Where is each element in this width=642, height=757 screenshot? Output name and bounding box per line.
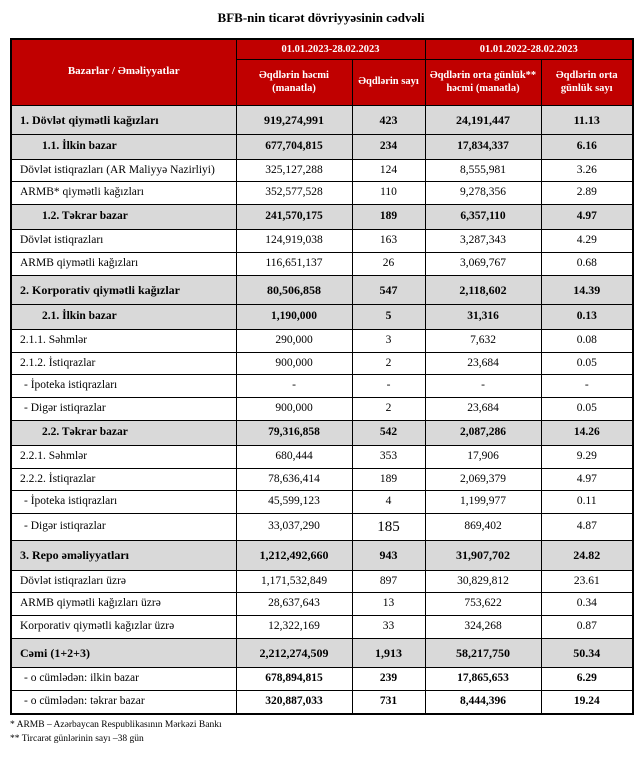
row-value: 324,268 [425,616,541,639]
corner-header: Bazarlar / Əməliyyatlar [11,39,236,105]
row-label: 2.1. İlkin bazar [11,305,236,330]
table-row [11,593,633,616]
row-value: 23.61 [541,570,633,593]
row-label: 1.2. Təkrar bazar [11,205,236,230]
row-value: 17,906 [425,445,541,468]
row-label: 2.2. Təkrar bazar [11,421,236,446]
column-header-avg-count: Əqdlərin orta günlük sayı [541,59,633,105]
row-label: ARMB qiymətli kağızları üzrə [11,593,236,616]
row-value: 78,636,414 [236,468,352,491]
row-value: - [541,375,633,398]
row-value: 919,274,991 [236,105,352,134]
row-value: 33 [352,616,425,639]
row-value: 0.34 [541,593,633,616]
row-value: 50.34 [541,639,633,668]
table-row [11,305,633,330]
row-value: 6,357,110 [425,205,541,230]
row-value: 30,829,812 [425,570,541,593]
row-label: 1.1. İlkin bazar [11,134,236,159]
column-header-avg-volume: Əqdlərin orta günlük** həcmi (manatla) [425,59,541,105]
row-value: 753,622 [425,593,541,616]
row-value: 900,000 [236,398,352,421]
table-row [11,514,633,541]
row-value: 45,599,123 [236,491,352,514]
row-value: 4.97 [541,468,633,491]
row-value: 4.29 [541,230,633,253]
row-value: 17,834,337 [425,134,541,159]
row-value: 542 [352,421,425,446]
row-label: - o cümlədən: təkrar bazar [11,691,236,714]
table-row [11,445,633,468]
row-label: Dövlət istiqrazları [11,230,236,253]
row-label: 2. Korporativ qiymətli kağızlar [11,275,236,304]
row-value: 8,444,396 [425,691,541,714]
row-value: 6.29 [541,668,633,691]
row-value: 116,651,137 [236,252,352,275]
row-value: 0.87 [541,616,633,639]
row-value: 0.13 [541,305,633,330]
row-value: - [425,375,541,398]
row-label: Cəmi (1+2+3) [11,639,236,668]
row-value: 547 [352,275,425,304]
row-value: 325,127,288 [236,159,352,182]
row-value: 1,913 [352,639,425,668]
row-value: 352,577,528 [236,182,352,205]
footnote-armb: * ARMB – Azərbaycan Respublikasının Mərkəzi Bankı [10,720,222,730]
row-value: 7,632 [425,329,541,352]
row-value: 731 [352,691,425,714]
page-title: BFB-nin ticarət dövriyyəsinin cədvəli [217,10,425,25]
row-value: 3,287,343 [425,230,541,253]
row-value: 2,069,379 [425,468,541,491]
row-label: 2.2.2. İstiqrazlar [11,468,236,491]
row-value: 1,171,532,849 [236,570,352,593]
table-row [11,375,633,398]
row-label: - o cümlədən: ilkin bazar [11,668,236,691]
row-value: 2.89 [541,182,633,205]
table-row [11,275,633,304]
table-row [11,159,633,182]
row-value: 9.29 [541,445,633,468]
row-value: 234 [352,134,425,159]
row-value: 897 [352,570,425,593]
table-row [11,230,633,253]
row-value: 24,191,447 [425,105,541,134]
row-value: 12,322,169 [236,616,352,639]
row-value: 4 [352,491,425,514]
table-row [11,639,633,668]
row-label: Dövlət istiqrazları (AR Maliyyə Nazirliyi) [11,159,236,182]
row-value: 4.97 [541,205,633,230]
row-value: 33,037,290 [236,514,352,541]
row-label: - İpoteka istiqrazları [11,375,236,398]
row-value: 58,217,750 [425,639,541,668]
row-label: - Digər istiqrazlar [11,398,236,421]
row-value: 9,278,356 [425,182,541,205]
row-value: 31,316 [425,305,541,330]
table-row [11,616,633,639]
row-value: 2 [352,398,425,421]
row-value: 24.82 [541,541,633,570]
table-row [11,541,633,570]
row-value: 31,907,702 [425,541,541,570]
row-value: 1,199,977 [425,491,541,514]
row-value: 353 [352,445,425,468]
row-value: 189 [352,205,425,230]
row-label: Korporativ qiymətli kağızlar üzrə [11,616,236,639]
row-label: - Digər istiqrazlar [11,514,236,541]
column-header-volume: Əqdlərin həcmi (manatla) [236,59,352,105]
period-header-2023: 01.01.2023-28.02.2023 [236,39,425,59]
row-label: - İpoteka istiqrazları [11,491,236,514]
row-value: 14.39 [541,275,633,304]
row-value: - [352,375,425,398]
row-value: 239 [352,668,425,691]
row-label: Dövlət istiqrazları üzrə [11,570,236,593]
row-value: 290,000 [236,329,352,352]
row-value: 8,555,981 [425,159,541,182]
row-value: 677,704,815 [236,134,352,159]
row-value: 0.08 [541,329,633,352]
table-row [11,182,633,205]
row-value: 0.68 [541,252,633,275]
turnover-table [10,38,634,715]
row-value: 28,637,643 [236,593,352,616]
row-value: 17,865,653 [425,668,541,691]
row-value: 110 [352,182,425,205]
row-value: 11.13 [541,105,633,134]
table-row [11,134,633,159]
row-value: 4.87 [541,514,633,541]
row-label: 2.1.2. İstiqrazlar [11,352,236,375]
row-value: 79,316,858 [236,421,352,446]
row-value: 80,506,858 [236,275,352,304]
row-value: 19.24 [541,691,633,714]
table-row [11,421,633,446]
row-value: 680,444 [236,445,352,468]
table-row [11,329,633,352]
row-value: 1,190,000 [236,305,352,330]
period-header-2022: 01.01.2022-28.02.2023 [425,39,633,59]
row-value: 2,118,602 [425,275,541,304]
row-value: 3 [352,329,425,352]
table-row [11,105,633,134]
row-value: 23,684 [425,352,541,375]
row-value: 678,894,815 [236,668,352,691]
row-value: 5 [352,305,425,330]
row-value: 869,402 [425,514,541,541]
row-value: 0.05 [541,398,633,421]
table-row [11,252,633,275]
row-value: 2 [352,352,425,375]
row-label: 2.2.1. Səhmlər [11,445,236,468]
footnotes [10,719,632,747]
row-value: 943 [352,541,425,570]
row-value: 124,919,038 [236,230,352,253]
column-header-count: Əqdlərin sayı [352,59,425,105]
row-value: 3.26 [541,159,633,182]
row-value: 900,000 [236,352,352,375]
row-label: 3. Repo əməliyyatları [11,541,236,570]
table-row [11,491,633,514]
row-value: 3,069,767 [425,252,541,275]
table-row [11,352,633,375]
table-row [11,668,633,691]
row-value: 241,570,175 [236,205,352,230]
row-value: 189 [352,468,425,491]
row-value: 6.16 [541,134,633,159]
row-value: 0.05 [541,352,633,375]
row-value: 2,212,274,509 [236,639,352,668]
table-row [11,205,633,230]
row-value: 2,087,286 [425,421,541,446]
row-value: 163 [352,230,425,253]
row-value: 1,212,492,660 [236,541,352,570]
table-row [11,468,633,491]
table-body [11,105,633,714]
period-header-row [11,39,633,59]
row-label: ARMB qiymətli kağızları [11,252,236,275]
row-value: 23,684 [425,398,541,421]
row-value: 185 [352,514,425,541]
footnote-trading-days: ** Tircarət günlərinin sayı –38 gün [10,733,144,744]
table-row [11,570,633,593]
row-value: 423 [352,105,425,134]
table-row [11,691,633,714]
row-label: 2.1.1. Səhmlər [11,329,236,352]
row-value: 124 [352,159,425,182]
row-label: ARMB* qiymətli kağızları [11,182,236,205]
row-value: 0.11 [541,491,633,514]
row-value: - [236,375,352,398]
row-value: 14.26 [541,421,633,446]
row-value: 26 [352,252,425,275]
row-label: 1. Dövlət qiymətli kağızları [11,105,236,134]
table-row [11,398,633,421]
row-value: 320,887,033 [236,691,352,714]
row-value: 13 [352,593,425,616]
